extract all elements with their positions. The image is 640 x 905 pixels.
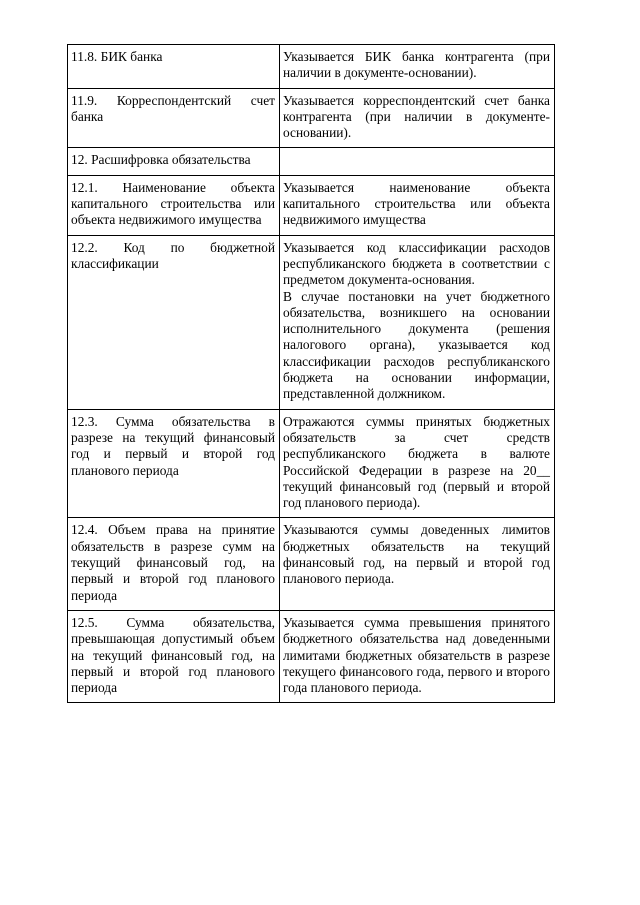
table-row xyxy=(68,88,555,148)
field-description: Указывается наименование объекта капитального строительства или объекта недвижимого имущества xyxy=(283,179,550,228)
field-description-note: В случае постановки на учет бюджетного обязательства, возникшего на основании исполнительного документа (решения налогового органа), указывается код классификации расходов республиканского бюджета на основании информации, представленной должником. xyxy=(283,288,550,402)
field-name-cell xyxy=(68,45,280,89)
field-description-cell xyxy=(280,409,555,518)
field-name-cell xyxy=(68,409,280,518)
table-row xyxy=(68,235,555,409)
field-name: 12.1. Наименование объекта капитального строительства или объекта недвижимого имущества xyxy=(71,179,275,228)
field-description: Указывается корреспондентский счет банка контрагента (при наличии в документе-основании). xyxy=(283,92,550,141)
field-description: Указываются суммы доведенных лимитов бюджетных обязательств на текущий финансовый год, на первый и второй год планового периода. xyxy=(283,522,550,587)
table-row xyxy=(68,409,555,518)
field-name-cell xyxy=(68,175,280,235)
field-description: Отражаются суммы принятых бюджетных обязательств за счет средств республиканского бюджета в валюте Российской Федерации в разрезе на 20__ текущий финансовый год (первый и второй год планового периода). xyxy=(283,413,550,511)
field-name-cell xyxy=(68,518,280,610)
field-name: 12.5. Сумма обязательства, превышающая допустимый объем на текущий финансовый год, на первый и второй год планового периода xyxy=(71,614,275,696)
field-description-cell xyxy=(280,610,555,702)
field-name-cell xyxy=(68,88,280,148)
field-description-cell xyxy=(280,235,555,409)
field-description: Указывается код классификации расходов республиканского бюджета в соответствии с предметом документа-основания. xyxy=(283,239,550,288)
table-row xyxy=(68,175,555,235)
field-description-cell xyxy=(280,88,555,148)
section-heading: 12. Расшифровка обязательства xyxy=(71,152,251,168)
table-row xyxy=(68,518,555,610)
field-name-cell xyxy=(68,610,280,702)
field-description: Указывается сумма превышения принятого бюджетного обязательства над доведенными лимитами бюджетных обязательств в разрезе текущего финансового года, первого и второго года планового периода. xyxy=(283,614,550,696)
table-row xyxy=(68,45,555,89)
field-description-cell xyxy=(280,518,555,610)
field-description: Указывается БИК банка контрагента (при наличии в документе-основании). xyxy=(283,49,550,81)
field-name: 12.3. Сумма обязательства в разрезе на текущий финансовый год и первый и второй год планового периода xyxy=(71,413,275,478)
table-row xyxy=(68,148,555,175)
field-description-cell xyxy=(280,148,555,175)
field-name: 12.2. Код по бюджетной классификации xyxy=(71,239,275,271)
requisites-table xyxy=(67,44,555,703)
section-heading-cell xyxy=(68,148,280,175)
field-description-cell xyxy=(280,175,555,235)
field-description-cell xyxy=(280,45,555,89)
field-name: 12.4. Объем права на принятие обязательств в разрезе сумм на текущий финансовый год, на первый и второй год планового периода xyxy=(71,522,275,603)
field-name-cell xyxy=(68,235,280,409)
field-name: 11.8. БИК банка xyxy=(71,49,163,64)
field-name: 11.9. Корреспондентский счет банка xyxy=(71,92,275,124)
table-row xyxy=(68,610,555,702)
